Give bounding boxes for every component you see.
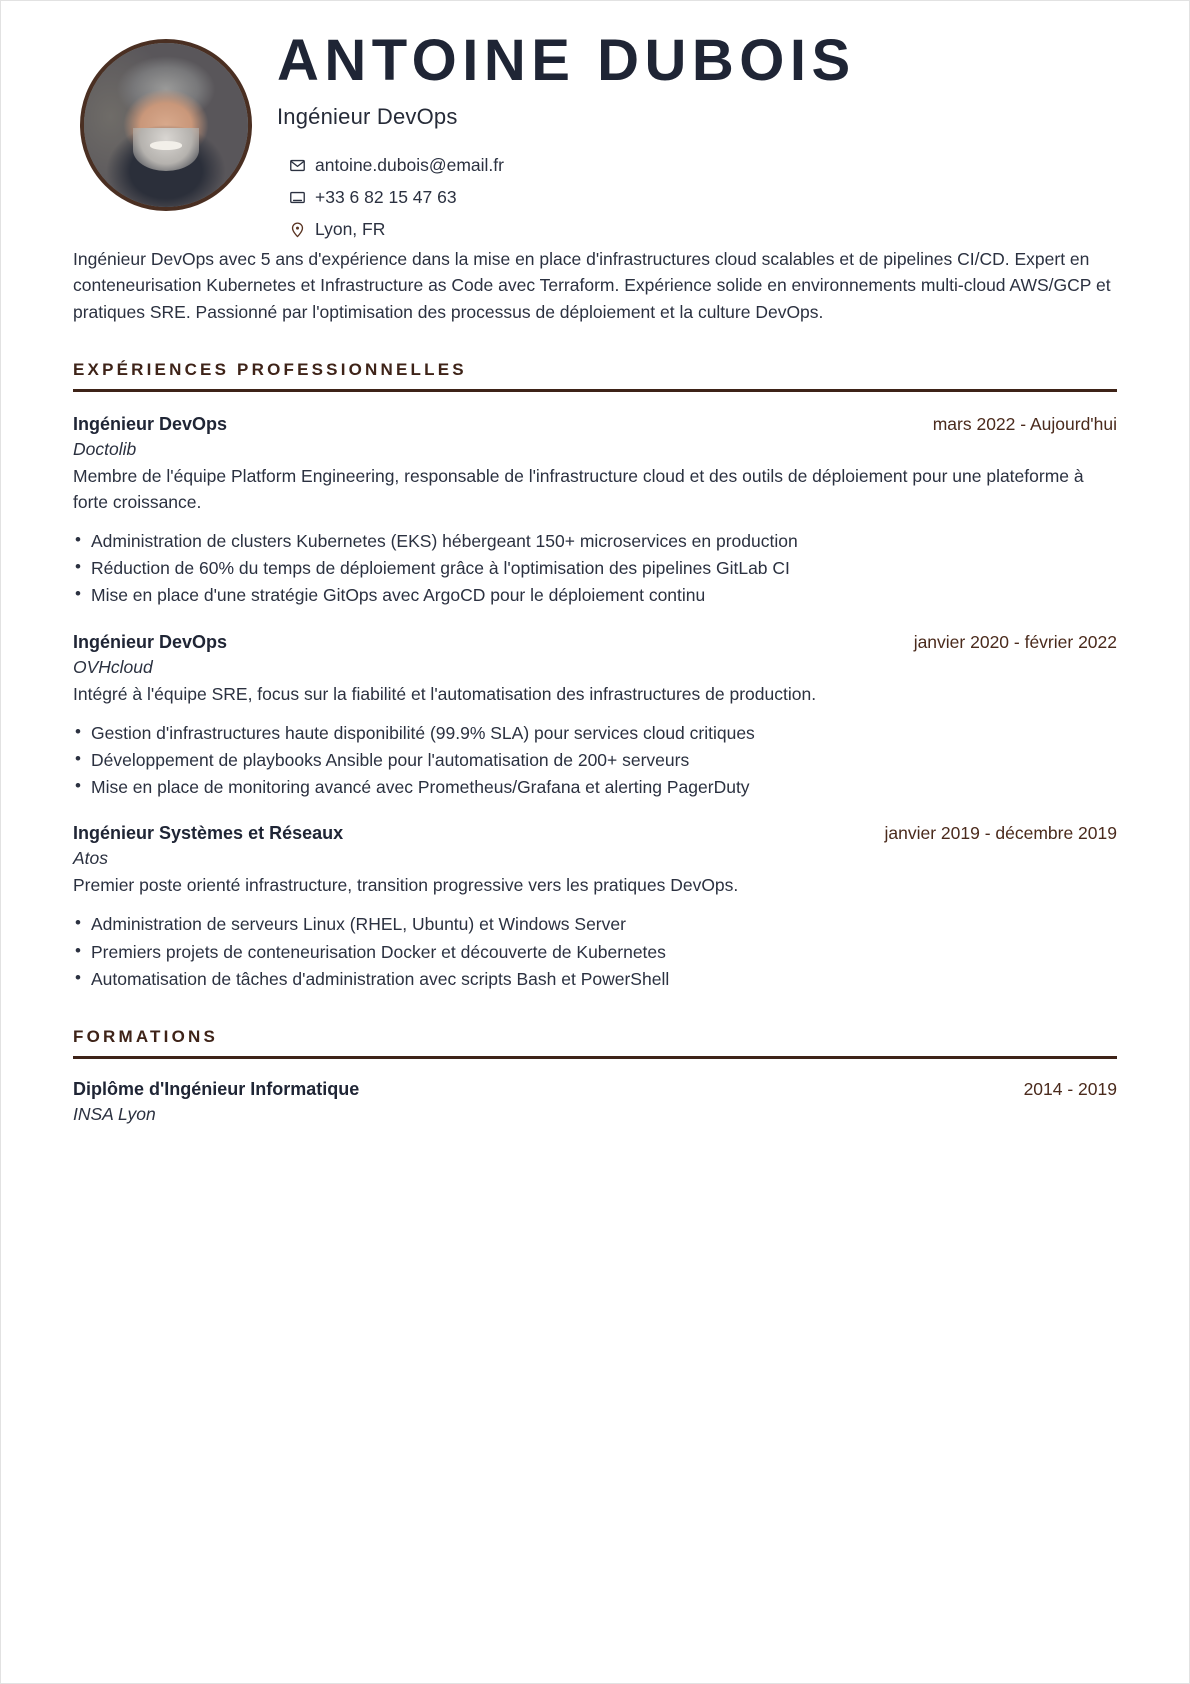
list-item: • Premiers projets de conteneurisation Docker et découverte de Kubernetes: [73, 939, 1117, 966]
list-item: • Développement de playbooks Ansible pour l'automatisation de 200+ serveurs: [73, 747, 1117, 774]
phone-icon: [289, 189, 306, 206]
professional-summary: Ingénieur DevOps avec 5 ans d'expérience dans la mise en place d'infrastructures cloud scalables et de pipelines CI/CD. Expert en conteneurisation Kubernetes et Infrastructure as Code avec Terraform. Expérience solide en environnements multi-cloud AWS/GCP et pratiques SRE. Passionné par l'optimisation des processus de déploiement et la culture DevOps.: [73, 248, 1111, 323]
page-title: ANTOINE DUBOIS: [277, 28, 856, 93]
experience-entry: [73, 414, 1117, 610]
contact-item-location: [289, 216, 1117, 244]
list-item: • Mise en place de monitoring avancé avec Prometheus/Grafana et alerting PagerDuty: [73, 774, 1117, 801]
experience-bullet-list: [73, 911, 1117, 992]
avatar-container: [73, 31, 259, 211]
section-experience: [73, 360, 1117, 993]
experience-company: Atos: [73, 848, 109, 869]
experience-bullet-list: [73, 720, 1117, 801]
section-education: [73, 1027, 1117, 1125]
experience-role: Ingénieur Systèmes et Réseaux: [73, 823, 344, 844]
avatar-photo-detail: [133, 128, 199, 171]
experience-entry-header: [73, 632, 1117, 653]
contact-item-email: [289, 152, 1117, 180]
list-item: • Réduction de 60% du temps de déploiement grâce à l'optimisation des pipelines GitLab CI: [73, 555, 1117, 582]
job-title: Ingénieur DevOps: [277, 103, 458, 129]
contact-list: [277, 152, 1117, 244]
resume-header: [73, 28, 1117, 244]
avatar: [80, 39, 252, 211]
experience-bullet-list: [73, 528, 1117, 609]
resume-sheet: [1, 1, 1189, 1125]
section-divider: [73, 389, 1117, 392]
experience-dates: janvier 2019 - décembre 2019: [884, 823, 1117, 844]
list-item: • Administration de clusters Kubernetes (EKS) hébergeant 150+ microservices en production: [73, 528, 1117, 555]
education-school: INSA Lyon: [73, 1103, 156, 1124]
experience-entry-header: [73, 823, 1117, 844]
experience-description: Premier poste orienté infrastructure, transition progressive vers les pratiques DevOps.: [73, 875, 739, 896]
experience-company: OVHcloud: [73, 656, 153, 677]
education-degree: Diplôme d'Ingénieur Informatique: [73, 1078, 360, 1099]
experience-entry: [73, 823, 1117, 993]
section-title-education: FORMATIONS: [73, 1026, 219, 1046]
location-pin-icon: [289, 221, 306, 238]
contact-phone-value: +33 6 82 15 47 63: [315, 187, 457, 208]
header-text-block: [259, 28, 1117, 244]
experience-dates: mars 2022 - Aujourd'hui: [932, 413, 1117, 434]
education-dates: 2014 - 2019: [1023, 1078, 1117, 1099]
experience-role: Ingénieur DevOps: [73, 413, 228, 434]
education-entry-header: [73, 1079, 1117, 1100]
envelope-icon: [289, 157, 306, 174]
experience-description: Intégré à l'équipe SRE, focus sur la fiabilité et l'automatisation des infrastructures de production.: [73, 683, 817, 704]
experience-role: Ingénieur DevOps: [73, 631, 228, 652]
experience-dates: janvier 2020 - février 2022: [913, 631, 1117, 652]
avatar-photo-highlight: [150, 141, 183, 149]
list-item: • Gestion d'infrastructures haute disponibilité (99.9% SLA) pour services cloud critiques: [73, 720, 1117, 747]
contact-location-value: Lyon, FR: [315, 219, 386, 240]
list-item: • Administration de serveurs Linux (RHEL, Ubuntu) et Windows Server: [73, 911, 1117, 938]
contact-email-value: antoine.dubois@email.fr: [315, 155, 504, 176]
experience-company: Doctolib: [73, 438, 137, 459]
list-item: • Mise en place d'une stratégie GitOps avec ArgoCD pour le déploiement continu: [73, 582, 1117, 609]
contact-item-phone: [289, 184, 1117, 212]
section-title-experience: EXPÉRIENCES PROFESSIONNELLES: [73, 359, 467, 379]
experience-description: Membre de l'équipe Platform Engineering, responsable de l'infrastructure cloud et des outils de déploiement pour une plateforme à forte croissance.: [73, 465, 1084, 512]
education-entry: [73, 1079, 1117, 1125]
experience-entry-header: [73, 414, 1117, 435]
experience-entry: [73, 632, 1117, 802]
avatar-photo-image: [84, 43, 248, 207]
list-item: • Automatisation de tâches d'administration avec scripts Bash et PowerShell: [73, 966, 1117, 993]
section-divider: [73, 1056, 1117, 1059]
